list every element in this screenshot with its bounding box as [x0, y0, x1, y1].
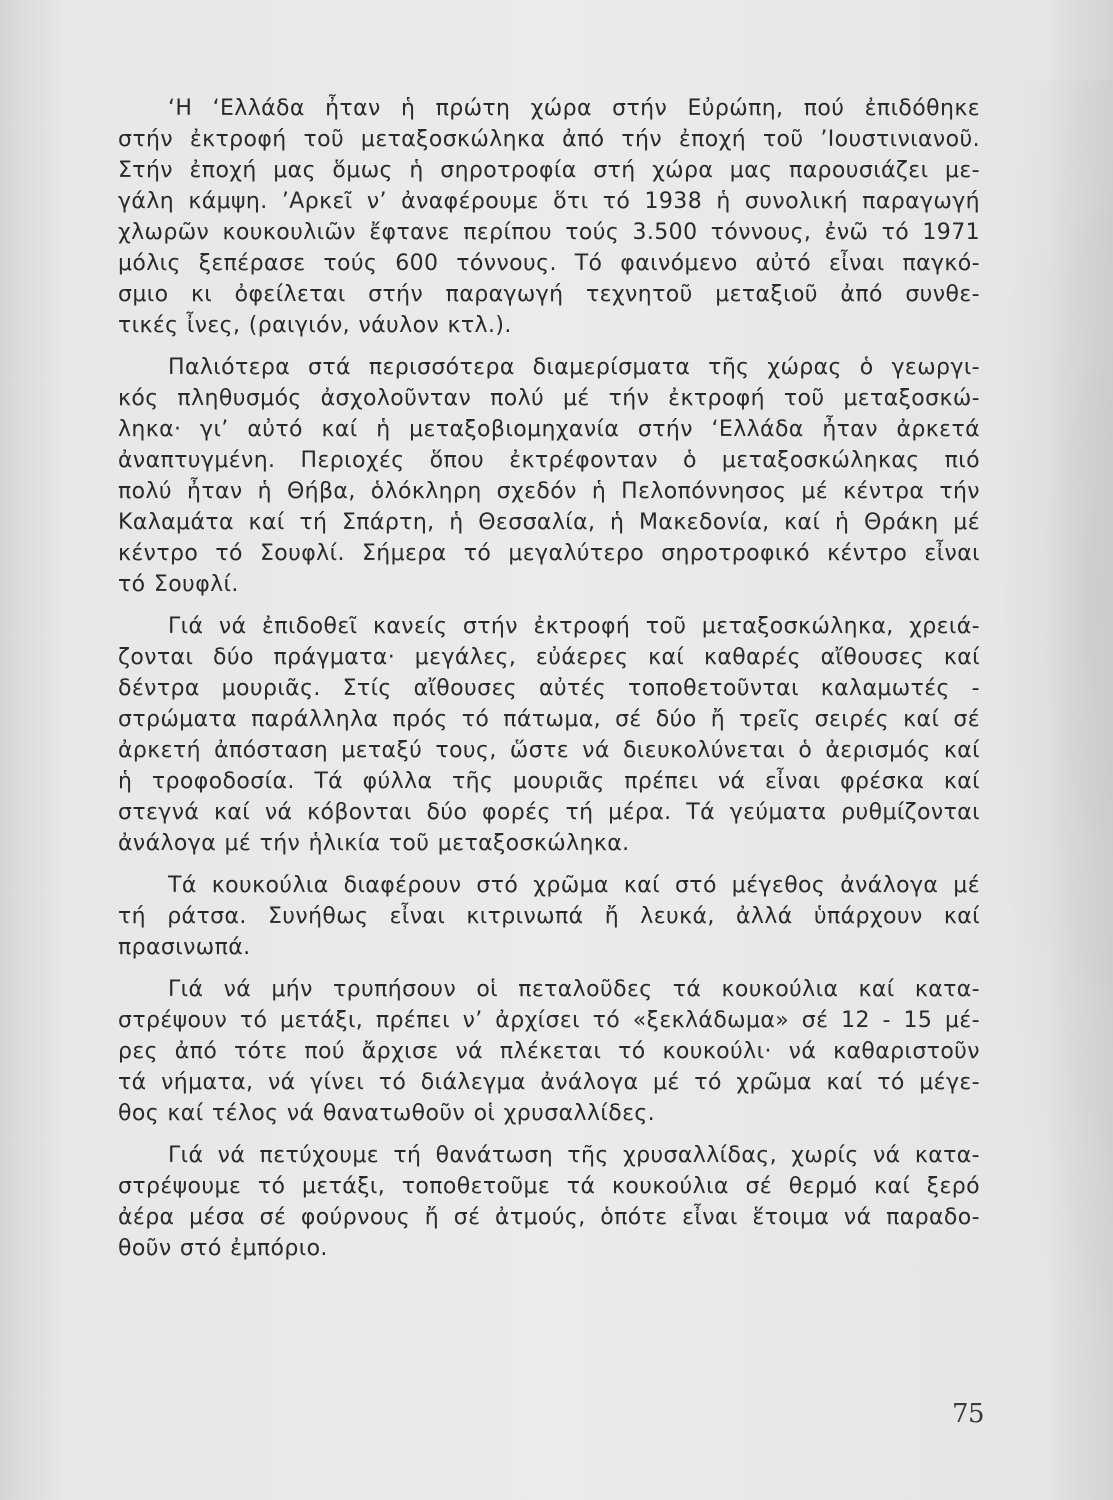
text-line: ἀνάλογα μέ τήν ἡλικία τοῦ μεταξοσκώληκα.: [118, 831, 630, 856]
page-number: 75: [952, 1399, 985, 1429]
paragraph-2: [118, 352, 980, 600]
text-line: Γιά νά πετύχουμε τή θανάτωση τῆς χρυσαλλίδας, χωρίς νά κατα-: [168, 1143, 980, 1168]
text-line: χλωρῶν κουκουλιῶν ἔφτανε περίπου τούς 3.500 τόννους, ἐνῶ τό 1971: [118, 220, 980, 245]
text-line: Γιά νά ἐπιδοθεῖ κανείς στήν ἐκτροφή τοῦ μεταξοσκώληκα, χρειά-: [168, 614, 980, 639]
text-line: δέντρα μουριᾶς. Στίς αἴθουσες αὐτές τοποθετοῦνται καλαμωτές -: [118, 676, 980, 701]
text-line: κός πληθυσμός ἀσχολοῦνταν πολύ μέ τήν ἐκτροφή τοῦ μεταξοσκώ-: [118, 386, 980, 411]
text-line: ρες ἀπό τότε πού ἄρχισε νά πλέκεται τό κουκούλι· νά καθαριστοῦν: [118, 1039, 980, 1064]
text-line: ἀέρα μέσα σέ φούρνους ἤ σέ ἀτμούς, ὁπότε εἶναι ἕτοιμα νά παραδο-: [118, 1205, 980, 1230]
text-line: μόλις ξεπέρασε τούς 600 τόννους. Τό φαινόμενο αὐτό εἶναι παγκό-: [118, 251, 980, 276]
text-line: ‘Η ‘Ελλάδα ἦταν ἡ πρώτη χώρα στήν Εὐρώπη, πού ἐπιδόθηκε: [168, 96, 980, 121]
paragraph-1: [118, 93, 980, 341]
text-line: πολύ ἦταν ἡ Θήβα, ὁλόκληρη σχεδόν ἡ Πελοπόννησος μέ κέντρα τήν: [118, 479, 980, 504]
text-line: τικές ἶνες, (ραιγιόν, νάυλον κτλ.).: [118, 313, 512, 338]
text-line: ἡ τροφοδοσία. Τά φύλλα τῆς μουριᾶς πρέπει νά εἶναι φρέσκα καί: [118, 769, 980, 794]
paragraph-4: [118, 870, 980, 963]
text-line: γάλη κάμψη. ’Αρκεῖ ν’ ἀναφέρουμε ὅτι τό 1938 ἡ συνολική παραγωγή: [118, 189, 980, 214]
text-line: στήν ἐκτροφή τοῦ μεταξοσκώληκα ἀπό τήν ἐποχή τοῦ ’Ιουστινιανοῦ.: [118, 127, 980, 152]
text-line: τό Σουφλί.: [118, 572, 239, 597]
text-line: Γιά νά μήν τρυπήσουν οἱ πεταλοῦδες τά κουκούλια καί κατα-: [168, 977, 980, 1002]
text-line: ζονται δύο πράγματα· μεγάλες, εὐάερες καί καθαρές αἴθουσες καί: [118, 645, 980, 670]
text-line: σμιο κι ὀφείλεται στήν παραγωγή τεχνητοῦ μεταξιοῦ ἀπό συνθε-: [118, 282, 980, 307]
paragraph-5: [118, 974, 980, 1129]
text-line: στρέψουν τό μετάξι, πρέπει ν’ ἀρχίσει τό «ξεκλάδωμα» σέ 12 - 15 μέ-: [118, 1008, 980, 1033]
page-bleed-shadow: [1000, 80, 1113, 1380]
paragraph-6: [118, 1140, 980, 1264]
text-line: στρώματα παράλληλα πρός τό πάτωμα, σέ δύο ἤ τρεῖς σειρές καί σέ: [118, 707, 980, 732]
text-line: στρέψουμε τό μετάξι, τοποθετοῦμε τά κουκούλια σέ θερμό καί ξερό: [118, 1174, 980, 1199]
text-line: θοῦν στό ἐμπόριο.: [118, 1236, 328, 1261]
text-line: κέντρο τό Σουφλί. Σήμερα τό μεγαλύτερο σηροτροφικό κέντρο εἶναι: [118, 541, 980, 566]
text-line: ἀρκετή ἀπόσταση μεταξύ τους, ὥστε νά διευκολύνεται ὁ ἀερισμός καί: [118, 738, 980, 763]
text-line: ἀναπτυγμένη. Περιοχές ὅπου ἐκτρέφονταν ὁ μεταξοσκώληκας πιό: [118, 448, 980, 473]
text-line: Καλαμάτα καί τή Σπάρτη, ἡ Θεσσαλία, ἡ Μακεδονία, καί ἡ Θράκη μέ: [118, 510, 980, 535]
text-line: Παλιότερα στά περισσότερα διαμερίσματα τῆς χώρας ὁ γεωργι-: [168, 355, 980, 380]
text-line: Τά κουκούλια διαφέρουν στό χρῶμα καί στό μέγεθος ἀνάλογα μέ: [168, 873, 980, 898]
text-line: Στήν ἐποχή μας ὅμως ἡ σηροτροφία στή χώρα μας παρουσιάζει με-: [118, 158, 980, 183]
text-line: στεγνά καί νά κόβονται δύο φορές τή μέρα. Τά γεύματα ρυθμίζονται: [118, 800, 980, 825]
paragraph-3: [118, 611, 980, 859]
body-text: [118, 93, 980, 1275]
text-line: θος καί τέλος νά θανατωθοῦν οἱ χρυσαλλίδες.: [118, 1101, 656, 1126]
text-line: τή ράτσα. Συνήθως εἶναι κιτρινωπά ἤ λευκά, ἀλλά ὑπάρχουν καί: [118, 904, 980, 929]
text-line: ληκα· γι’ αὐτό καί ἡ μεταξοβιομηχανία στήν ‘Ελλάδα ἦταν ἀρκετά: [118, 417, 980, 442]
text-line: πρασινωπά.: [118, 935, 251, 960]
text-line: τά νήματα, νά γίνει τό διάλεγμα ἀνάλογα μέ τό χρῶμα καί τό μέγε-: [118, 1070, 980, 1095]
